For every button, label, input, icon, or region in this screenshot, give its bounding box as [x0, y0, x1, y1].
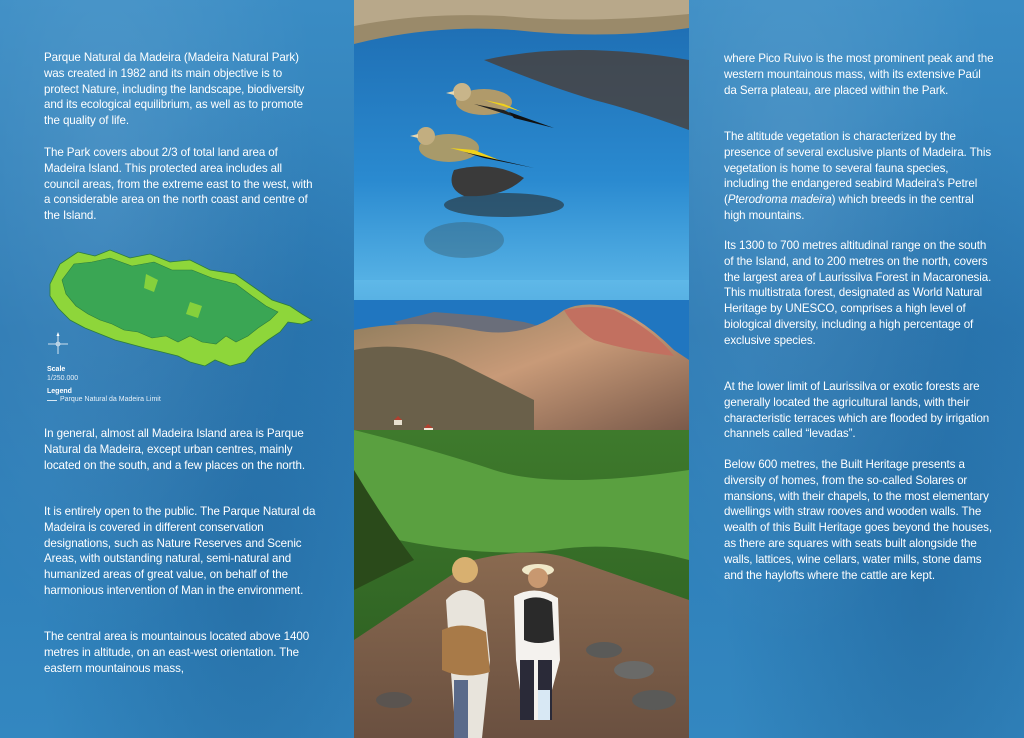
right-panel [689, 0, 1024, 738]
urban-paragraph: In general, almost all Madeira Island area is Parque Natural da Madeira, except urban centres, mainly located on the south, and a few places on the north. [44, 427, 305, 472]
madeira-map [40, 244, 320, 374]
agriculture-paragraph: At the lower limit of Laurissilva or exotic forests are generally located the agricultural lands, with their characteristic terraces which are flooded by irrigation channels called “levadas”. [724, 380, 990, 441]
vegetation-text-end: ) which breeds in the central high mountains. [724, 193, 974, 222]
legend-line-icon [47, 400, 57, 401]
map-scale-label: Scale [47, 366, 66, 373]
photo-strip [354, 0, 689, 738]
map-scale-value: 1/250.000 [47, 375, 79, 382]
laurissilva-paragraph: Its 1300 to 700 metres altitudinal range on the south of the Island, and to 200 metres on the north, covers the largest area of Laurissilva Forest in Macaronesia. This multistrata forest, designated as World Natural Heritage by UNESCO, comprises a high level of biological diversity, including a high percentage of exclusive species. [724, 239, 992, 347]
central-paragraph: The central area is mountainous located above 1400 metres in altitude, on an east-west orientation. The eastern mountainous mass, [44, 630, 310, 675]
compass-rose-icon [48, 332, 68, 354]
left-panel [0, 0, 354, 738]
vegetation-text-start: The altitude vegetation is characterized by the presence of several exclusive plants of Madeira. This vegetation is home to several fauna species, including the endangered seabird Madeira's Petrel ( [724, 130, 992, 207]
map-legend-label: Legend [47, 388, 72, 395]
intro-paragraph: Parque Natural da Madeira (Madeira Natural Park) was created in 1982 and its main objective is to protect Nature, including the landscape, biodiversity and its ecological equilibrium, as well as to promote the quality of life. [44, 51, 305, 128]
map-legend-item: Parque Natural da Madeira Limit [60, 396, 161, 403]
vegetation-paragraph [724, 129, 996, 224]
photo-collage [354, 0, 689, 738]
goldfinch-photo [354, 0, 689, 300]
species-name: Pterodroma madeira [727, 193, 832, 207]
access-paragraph: It is entirely open to the public. The Parque Natural da Madeira is covered in different conservation designations, such as Nature Reserves and Scenic Areas, with outstanding natural, semi-natural and humanized areas of great value, on behalf of the harmonious intervention of Man in the environment. [44, 505, 316, 597]
hikers-photo [354, 430, 689, 738]
built-heritage-paragraph: Below 600 metres, the Built Heritage presents a diversity of homes, from the so-called Solares or mansions, with their chapels, to the most elementary dwellings with straw rooves and wooden walls. The wealth of this Built Heritage goes beyond the houses, as there are squares with seats built alongside the walls, lattices, wine cellars, water mills, stone dams and the haylofts where the cattle are kept. [724, 458, 992, 582]
coverage-paragraph: The Park covers about 2/3 of total land area of Madeira Island. This protected area includes all council areas, from the extreme east to the west, with a considerable area on the north coast and centre of the Island. [44, 146, 313, 223]
pico-ruivo-paragraph: where Pico Ruivo is the most prominent peak and the western mountainous mass, with its extensive Paúl da Serra plateau, are placed within the Park. [724, 52, 994, 97]
